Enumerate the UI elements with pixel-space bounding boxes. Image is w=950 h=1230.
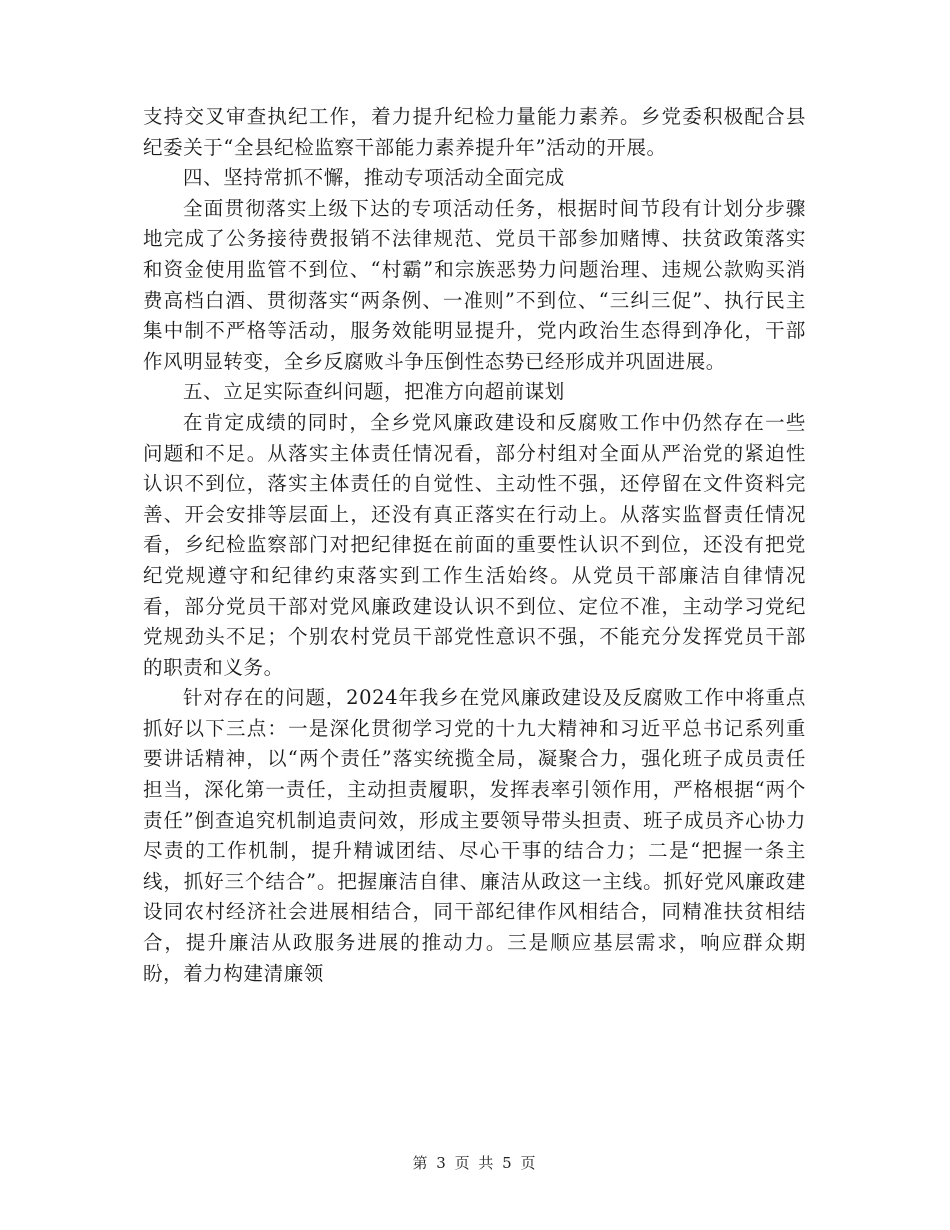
paragraph-plans-2024: 针对存在的问题，2024年我乡在党风廉政建设及反腐败工作中将重点抓好以下三点：一是深化贯彻学习党的十九大精神和习近平总书记系列重要讲话精神，以“两个责任”落实统揽全局，凝聚合力，强化班子成员责任担当，深化第一责任，主动担责履职，发挥表率引领作用，严格根据“两个责任”倒查追究机制追责问效，形成主要领导带头担责、班子成员齐心协力尽责的工作机制，提升精诚团结、尽心干事的结合力；二是“把握一条主线，抓好三个结合”。把握廉洁自律、廉洁从政这一主线。抓好党风廉政建设同农村经济社会进展相结合，同干部纪律作风相结合，同精准扶贫相结合，提升廉洁从政服务进展的推动力。三是顺应基层需求，响应群众期盼，着力构建清廉领 [143, 686, 806, 985]
paragraph-special-activities: 全面贯彻落实上级下达的专项活动任务，根据时间节段有计划分步骤地完成了公务接待费报销不法律规范、党员干部参加赌博、扶贫政策落实和资金使用监管不到位、“村霸”和宗族恶势力问题治理、违规公款购买消费高档白酒、贯彻落实“两条例、一准则”不到位、“三纠三促”、执行民主集中制不严格等活动，服务效能明显提升，党内政治生态得到净化，干部作风明显转变，全乡反腐败斗争压倒性态势已经形成并巩固进展。 [143, 196, 806, 373]
paragraph-problems: 在肯定成绩的同时，全乡党风廉政建设和反腐败工作中仍然存在一些问题和不足。从落实主体责任情况看，部分村组对全面从严治党的紧迫性认识不到位，落实主体责任的自觉性、主动性不强，还停留在文件资料完善、开会安排等层面上，还没有真正落实在行动上。从落实监督责任情况看，乡纪检监察部门对把纪律挺在前面的重要性认识不到位，还没有把党纪党规遵守和纪律约束落实到工作生活始终。从党员干部廉洁自律情况看，部分党员干部对党风廉政建设认识不到位、定位不准，主动学习党纪党规劲头不足；个别农村党员干部党性意识不强，不能充分发挥党员干部的职责和义务。 [143, 410, 806, 679]
section-heading-5: 五、立足实际查纠问题，把准方向超前谋划 [183, 380, 565, 404]
page-number-footer: 第 3 页 共 5 页 [412, 1154, 538, 1172]
section-heading-4: 四、坚持常抓不懈，推动专项活动全面完成 [183, 166, 565, 190]
document-body [143, 102, 806, 989]
paragraph-continuation: 支持交叉审查执纪工作，着力提升纪检力量能力素养。乡党委积极配合县纪委关于“全县纪检监察干部能力素养提升年”活动的开展。 [143, 105, 806, 159]
